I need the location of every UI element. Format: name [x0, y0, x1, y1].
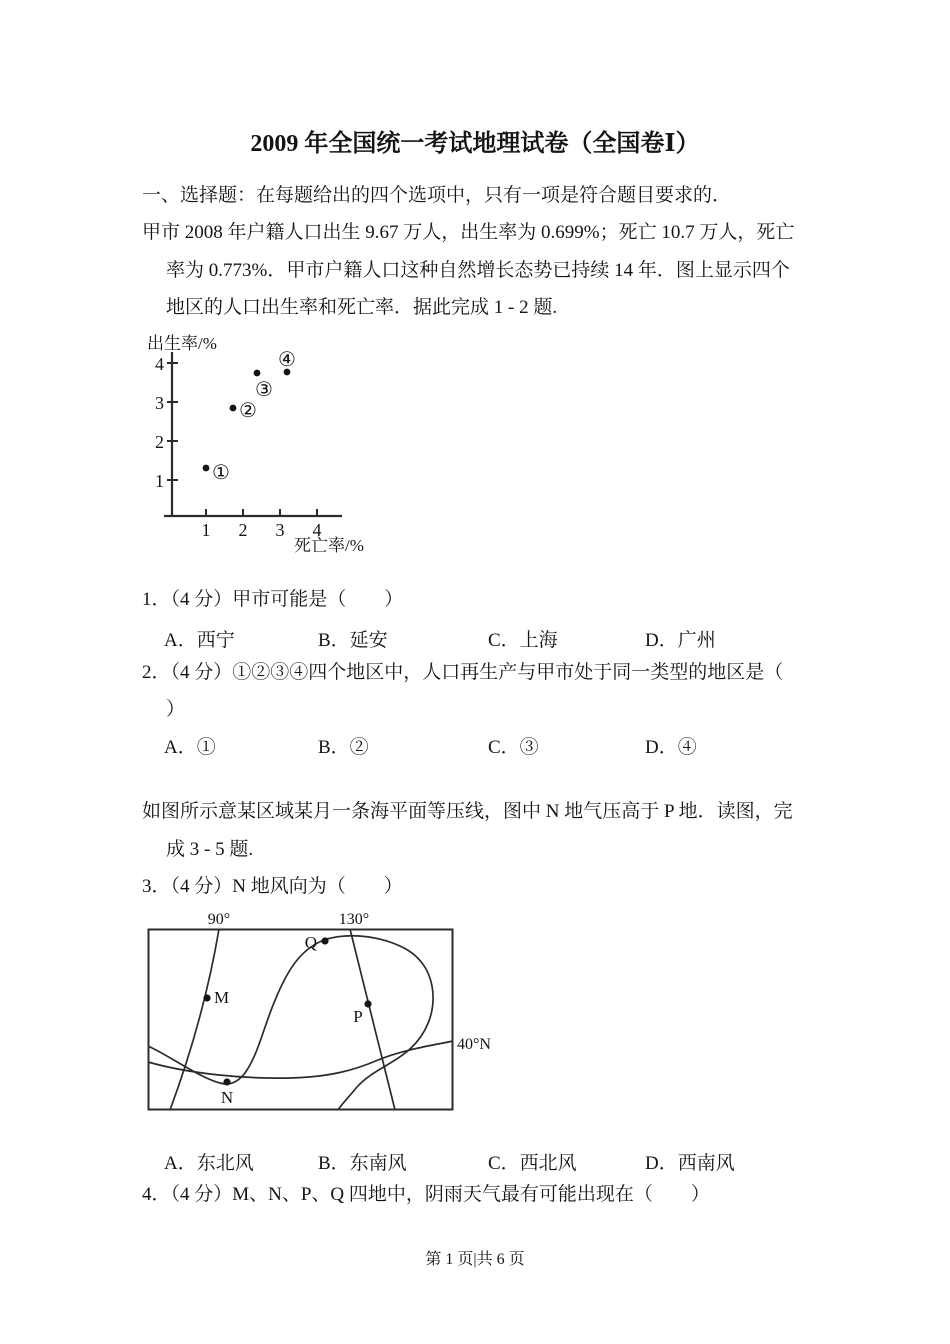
option-q3-c: C．西北风	[488, 1153, 577, 1174]
parallel-40n	[148, 1041, 453, 1078]
question-3-stem: 3．（4 分）N 地风向为（ ）	[142, 876, 403, 897]
meridian-90	[170, 929, 219, 1110]
option-q2-b: B．②	[318, 737, 369, 758]
option-q1-b: B．延安	[318, 630, 388, 651]
question-4-stem: 4．（4 分）M、N、P、Q 四地中，阴雨天气最有可能出现在（ ）	[142, 1184, 710, 1205]
map-point-n-label: N	[220, 1088, 234, 1107]
y-axis-label: 出生率/%	[147, 334, 217, 353]
map-point-m	[203, 994, 210, 1001]
map-point-p	[364, 1000, 371, 1007]
page-footer: 第 1 页|共 6 页	[425, 1251, 525, 1268]
option-q1-c: C．上海	[488, 630, 558, 651]
passage2-line1: 如图所示意某区域某月一条海平面等压线，图中 N 地气压高于 P 地．读图，完	[142, 801, 793, 822]
point-label: ②	[239, 400, 257, 422]
passage1-line3: 地区的人口出生率和死亡率．据此完成 1 - 2 题.	[166, 297, 558, 318]
scatter-chart	[140, 328, 385, 558]
question-2-stem-line1: 2．（4 分）①②③④四个地区中，人口再生产与甲市处于同一类型的地区是（	[142, 662, 784, 683]
data-point	[230, 405, 237, 412]
y-tick-label: 4	[155, 354, 164, 374]
question-1-stem: 1．（4 分）甲市可能是（ ）	[142, 589, 404, 610]
question-2-options	[0, 732, 950, 756]
question-3-options	[0, 1148, 950, 1172]
passage1-line2: 率为 0.773%．甲市户籍人口这种自然增长态势已持续 14 年．图上显示四个	[166, 260, 790, 281]
section-heading: 一、选择题：在每题给出的四个选项中，只有一项是符合题目要求的．	[142, 185, 732, 206]
isobar-line	[148, 936, 433, 1110]
option-q3-a: A．东北风	[164, 1153, 254, 1174]
longitude-90-label: 90°	[207, 911, 231, 928]
x-tick-label: 3	[275, 520, 285, 540]
option-q1-d: D．广州	[645, 630, 716, 651]
y-tick-label: 3	[155, 393, 164, 413]
y-tick-label: 2	[155, 432, 164, 452]
point-label: ①	[212, 462, 230, 484]
y-tick-label: 1	[155, 471, 164, 491]
isobar-map-figure	[145, 903, 493, 1118]
map-point-m-label: M	[214, 988, 230, 1007]
data-point	[254, 370, 261, 377]
passage2-line2: 成 3 - 5 题.	[166, 839, 254, 860]
exam-title: 2009 年全国统一考试地理试卷（全国卷Ⅰ）	[250, 131, 700, 157]
longitude-130-label: 130°	[338, 911, 370, 928]
x-tick-label: 2	[238, 520, 248, 540]
option-q2-a: A．①	[164, 737, 216, 758]
map-point-q-label: Q	[304, 933, 317, 952]
map-point-p-label: P	[353, 1007, 363, 1026]
question-1-options	[0, 625, 950, 649]
option-q3-b: B．东南风	[318, 1153, 407, 1174]
option-q3-d: D．西南风	[645, 1153, 735, 1174]
point-label: ③	[255, 379, 273, 401]
latitude-40n-label: 40°N	[457, 1036, 491, 1053]
passage1-line1: 甲市 2008 年户籍人口出生 9.67 万人，出生率为 0.699%；死亡 10.7 万人，死亡	[142, 222, 795, 243]
map-point-q	[321, 937, 328, 944]
point-label: ④	[278, 349, 296, 371]
option-q2-d: D．④	[645, 737, 697, 758]
option-q1-a: A．西宁	[164, 630, 235, 651]
x-tick-label: 1	[201, 520, 211, 540]
map-point-n	[223, 1078, 230, 1085]
data-point	[203, 465, 210, 472]
x-tick-label: 4	[312, 520, 322, 540]
x-axis-label: 死亡率/%	[294, 536, 364, 555]
question-2-stem-line2: ）	[166, 699, 186, 720]
option-q2-c: C．③	[488, 737, 539, 758]
